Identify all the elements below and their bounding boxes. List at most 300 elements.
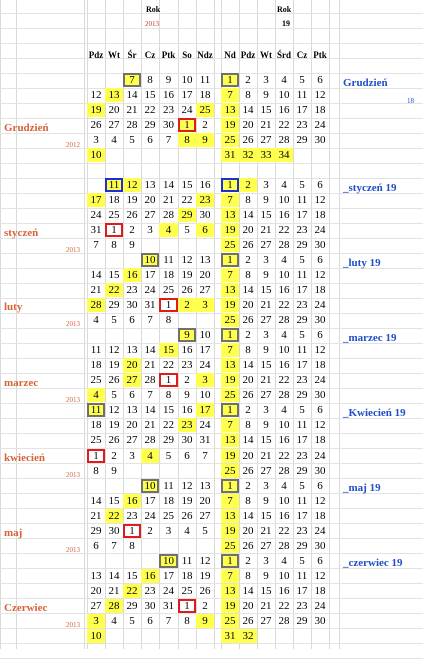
right-day-cell: 25 xyxy=(221,539,239,553)
left-day-cell: 25 xyxy=(196,103,214,117)
left-day-cell: 19 xyxy=(108,359,120,371)
left-day-cell: 26 xyxy=(181,510,193,522)
right-day-cell: 19 xyxy=(221,118,239,132)
left-day-cell: 28 xyxy=(163,209,174,221)
right-day-cell: 23 xyxy=(296,600,308,612)
left-day-cell: 6 xyxy=(184,450,190,462)
right-day-cell: 14 xyxy=(242,510,254,522)
rok-label-left: Rok xyxy=(146,5,161,14)
grid-vline xyxy=(84,0,85,649)
left-day-cell: 17 xyxy=(163,570,174,582)
right-day-cell: 3 xyxy=(263,74,269,86)
right-day-cell: 22 xyxy=(278,374,290,386)
left-day-cell: 24 xyxy=(199,419,211,431)
right-day-cell: 20 xyxy=(242,450,254,462)
left-day-cell: 4 xyxy=(87,388,105,402)
right-day-cell: 10 xyxy=(278,419,290,431)
right-day-cell: 9 xyxy=(263,269,269,281)
right-day-cell: 8 xyxy=(245,570,251,582)
left-day-cell: 1 xyxy=(123,524,141,538)
left-day-cell: 21 xyxy=(126,104,138,116)
right-day-cell: 26 xyxy=(242,465,254,477)
right-day-cell: 2 xyxy=(245,480,251,492)
left-day-cell: 13 xyxy=(105,88,123,102)
left-day-cell: 11 xyxy=(90,344,102,356)
right-day-cell: 11 xyxy=(296,89,308,101)
left-day-cell: 9 xyxy=(184,389,190,401)
right-day-cell: 24 xyxy=(314,224,326,236)
right-day-cell: 14 xyxy=(242,434,254,446)
grid-hline xyxy=(0,463,423,464)
left-day-cell: 23 xyxy=(181,359,193,371)
right-day-cell: 6 xyxy=(317,329,323,341)
left-day-cell: 29 xyxy=(144,119,156,131)
left-day-cell: 11 xyxy=(163,480,174,492)
left-day-cell: 22 xyxy=(181,194,193,206)
left-day-cell: 8 xyxy=(165,314,172,326)
grid-hline xyxy=(0,43,423,44)
left-day-cell: 1 xyxy=(87,449,105,463)
left-day-cell: 11 xyxy=(181,555,193,567)
left-day-cell: 13 xyxy=(126,404,138,416)
right-day-cell: 6 xyxy=(317,480,323,492)
left-day-cell: 12 xyxy=(108,404,120,416)
left-day-cell: 18 xyxy=(163,495,174,507)
right-day-cell: 2 xyxy=(245,404,251,416)
left-day-cell: 9 xyxy=(111,465,117,477)
right-day-cell: 12 xyxy=(314,269,326,281)
left-day-cell: 28 xyxy=(144,434,156,446)
left-day-cell: 7 xyxy=(123,73,141,87)
left-day-cell: 8 xyxy=(129,540,135,552)
right-day-cell: 2 xyxy=(245,254,251,266)
left-day-cell: 22 xyxy=(163,419,174,431)
left-day-cell: 14 xyxy=(144,344,156,356)
left-day-cell: 24 xyxy=(144,284,156,296)
right-day-cell: 29 xyxy=(296,540,308,552)
left-day-cell: 17 xyxy=(144,269,156,281)
left-day-cell: 23 xyxy=(126,510,138,522)
right-day-cell: 26 xyxy=(242,540,254,552)
left-day-cell: 2 xyxy=(202,600,208,612)
grid-hline xyxy=(0,13,423,14)
left-day-cell: 9 xyxy=(196,614,214,628)
weekday-left: Cz xyxy=(144,50,156,60)
left-day-cell: 12 xyxy=(90,89,102,101)
right-day-cell: 18 xyxy=(314,284,326,296)
left-day-cell: 8 xyxy=(165,389,172,401)
left-day-cell: 6 xyxy=(196,223,214,237)
right-day-cell: 7 xyxy=(221,418,239,432)
right-day-cell: 10 xyxy=(278,344,290,356)
month-label-right: _maj 19 xyxy=(343,482,381,494)
right-day-cell: 30 xyxy=(314,540,326,552)
month-label-left: kwiecień xyxy=(4,452,45,464)
left-day-cell: 12 xyxy=(108,344,120,356)
right-day-cell: 14 xyxy=(242,209,254,221)
grid-hline xyxy=(0,28,423,29)
month-number-right: 18 xyxy=(407,97,414,105)
left-day-cell: 19 xyxy=(108,419,120,431)
weekday-left: Ndz xyxy=(197,50,213,60)
month-label-left: marzec xyxy=(4,377,39,389)
right-day-cell: 4 xyxy=(281,404,287,416)
right-day-cell: 17 xyxy=(296,284,308,296)
left-day-cell: 18 xyxy=(108,194,120,206)
weekday-left: So xyxy=(182,50,192,60)
weekday-right: Pdz xyxy=(240,50,256,60)
left-day-cell: 22 xyxy=(144,104,156,116)
right-day-cell: 5 xyxy=(299,555,305,567)
right-day-cell: 10 xyxy=(278,194,290,206)
right-day-cell: 29 xyxy=(296,314,308,326)
right-day-cell: 20 xyxy=(242,224,254,236)
right-day-cell: 8 xyxy=(245,344,251,356)
left-day-cell: 16 xyxy=(163,89,174,101)
right-day-cell: 12 xyxy=(314,570,326,582)
left-day-cell: 14 xyxy=(90,495,102,507)
left-day-cell: 21 xyxy=(90,284,102,296)
left-day-cell: 2 xyxy=(178,298,196,312)
left-day-cell: 14 xyxy=(126,89,138,101)
left-day-cell: 6 xyxy=(93,540,99,552)
left-day-cell: 16 xyxy=(181,404,193,416)
right-day-cell: 15 xyxy=(260,209,272,221)
right-day-cell: 24 xyxy=(314,119,326,131)
left-day-cell: 31 xyxy=(90,224,102,236)
weekday-left: Wt xyxy=(108,50,120,60)
left-day-cell: 15 xyxy=(108,269,120,281)
right-day-cell: 13 xyxy=(221,584,239,598)
left-day-cell: 16 xyxy=(141,569,159,583)
right-day-cell: 1 xyxy=(221,403,239,417)
left-day-cell: 13 xyxy=(199,254,211,266)
left-day-cell: 1 xyxy=(159,373,178,387)
left-day-cell: 30 xyxy=(108,525,120,537)
left-day-cell: 7 xyxy=(147,389,153,401)
grid-vline xyxy=(0,0,1,649)
right-day-cell: 13 xyxy=(221,208,239,222)
left-day-cell: 14 xyxy=(90,269,102,281)
grid-vline xyxy=(329,0,330,649)
month-label-left: Grudzień xyxy=(4,122,49,134)
right-day-cell: 25 xyxy=(221,238,239,252)
right-day-cell: 7 xyxy=(221,569,239,583)
right-day-cell: 23 xyxy=(296,299,308,311)
left-day-cell: 13 xyxy=(199,480,211,492)
left-day-cell: 12 xyxy=(181,254,193,266)
right-day-cell: 19 xyxy=(221,223,239,237)
right-day-cell: 15 xyxy=(260,104,272,116)
right-day-cell: 16 xyxy=(278,284,290,296)
weekday-right: Cz xyxy=(296,50,308,60)
right-day-cell: 6 xyxy=(317,254,323,266)
left-day-cell: 26 xyxy=(199,585,211,597)
grid-hline xyxy=(0,628,423,629)
right-day-cell: 5 xyxy=(299,329,305,341)
left-day-cell: 10 xyxy=(87,629,105,643)
right-day-cell: 26 xyxy=(242,314,254,326)
left-day-cell: 29 xyxy=(126,600,138,612)
left-day-cell: 28 xyxy=(126,119,138,131)
left-day-cell: 22 xyxy=(105,283,123,297)
left-day-cell: 18 xyxy=(199,89,211,101)
month-year-left: 2013 xyxy=(66,471,80,479)
right-day-cell: 5 xyxy=(299,480,305,492)
left-day-cell: 3 xyxy=(196,373,214,387)
left-day-cell: 23 xyxy=(126,284,138,296)
left-day-cell: 16 xyxy=(181,344,193,356)
right-day-cell: 14 xyxy=(242,359,254,371)
grid-vline xyxy=(339,0,340,649)
left-day-cell: 26 xyxy=(90,119,102,131)
right-day-cell: 2 xyxy=(245,555,251,567)
left-day-cell: 26 xyxy=(108,374,120,386)
right-day-cell: 26 xyxy=(242,389,254,401)
left-day-cell: 5 xyxy=(111,314,117,326)
right-day-cell: 30 xyxy=(314,134,326,146)
right-day-cell: 24 xyxy=(314,600,326,612)
left-day-cell: 16 xyxy=(123,268,141,282)
right-day-cell: 23 xyxy=(296,450,308,462)
left-day-cell: 3 xyxy=(129,450,135,462)
right-day-cell: 11 xyxy=(296,344,308,356)
right-day-cell: 17 xyxy=(296,434,308,446)
grid-hline xyxy=(0,643,423,644)
right-day-cell: 27 xyxy=(260,239,272,251)
left-day-cell: 15 xyxy=(108,495,120,507)
right-day-cell: 18 xyxy=(314,359,326,371)
left-day-cell: 9 xyxy=(196,133,214,147)
right-day-cell: 7 xyxy=(221,494,239,508)
right-day-cell: 3 xyxy=(263,179,269,191)
left-day-cell: 27 xyxy=(90,600,102,612)
right-day-cell: 19 xyxy=(221,298,239,312)
left-day-cell: 27 xyxy=(126,434,138,446)
right-day-cell: 26 xyxy=(242,134,254,146)
right-day-cell: 27 xyxy=(260,389,272,401)
right-day-cell: 10 xyxy=(278,269,290,281)
right-day-cell: 27 xyxy=(260,540,272,552)
left-day-cell: 25 xyxy=(90,374,102,386)
right-day-cell: 14 xyxy=(242,284,254,296)
left-day-cell: 2 xyxy=(184,374,190,386)
right-day-cell: 28 xyxy=(278,615,290,627)
right-day-cell: 22 xyxy=(278,299,290,311)
right-day-cell: 13 xyxy=(221,433,239,447)
right-day-cell: 1 xyxy=(221,554,239,568)
right-day-cell: 15 xyxy=(260,359,272,371)
right-day-cell: 25 xyxy=(221,614,239,628)
month-label-left: maj xyxy=(4,527,23,539)
left-day-cell: 19 xyxy=(181,269,193,281)
right-day-cell: 21 xyxy=(260,299,272,311)
year-right: 19 xyxy=(282,19,290,28)
weekday-right: Nd xyxy=(224,50,236,60)
right-day-cell: 5 xyxy=(299,74,305,86)
right-day-cell: 12 xyxy=(314,89,326,101)
month-year-left: 2013 xyxy=(66,246,80,254)
left-day-cell: 8 xyxy=(184,615,190,627)
right-day-cell: 19 xyxy=(221,599,239,613)
right-day-cell: 9 xyxy=(263,194,269,206)
left-day-cell: 10 xyxy=(199,329,211,341)
left-day-cell: 13 xyxy=(90,570,102,582)
right-day-cell: 11 xyxy=(296,419,308,431)
left-day-cell: 29 xyxy=(90,525,102,537)
left-day-cell: 4 xyxy=(93,314,99,326)
right-day-cell: 4 xyxy=(281,74,287,86)
right-day-cell: 16 xyxy=(278,585,290,597)
right-day-cell: 30 xyxy=(314,389,326,401)
left-day-cell: 3 xyxy=(147,224,153,236)
weekday-right: Ptk xyxy=(313,50,327,60)
right-day-cell: 4 xyxy=(281,254,287,266)
right-day-cell: 30 xyxy=(314,314,326,326)
left-day-cell: 19 xyxy=(126,194,138,206)
month-year-left: 2013 xyxy=(66,621,80,629)
right-day-cell: 25 xyxy=(221,464,239,478)
right-day-cell: 33 xyxy=(257,148,275,162)
right-day-cell: 20 xyxy=(242,525,254,537)
right-day-cell: 11 xyxy=(296,570,308,582)
left-day-cell: 18 xyxy=(90,359,102,371)
right-day-cell: 15 xyxy=(260,510,272,522)
right-day-cell: 7 xyxy=(221,268,239,282)
right-day-cell: 3 xyxy=(263,555,269,567)
left-day-cell: 2 xyxy=(111,450,117,462)
right-day-cell: 28 xyxy=(278,540,290,552)
left-day-cell: 27 xyxy=(108,119,120,131)
right-day-cell: 2 xyxy=(245,329,251,341)
left-day-cell: 23 xyxy=(178,418,196,432)
right-day-cell: 8 xyxy=(245,269,251,281)
left-day-cell: 25 xyxy=(163,284,174,296)
left-day-cell: 30 xyxy=(199,209,211,221)
right-day-cell: 4 xyxy=(281,179,287,191)
left-day-cell: 7 xyxy=(165,615,172,627)
left-day-cell: 3 xyxy=(87,614,105,628)
right-day-cell: 25 xyxy=(221,313,239,327)
left-day-cell: 17 xyxy=(144,495,156,507)
right-day-cell: 8 xyxy=(245,194,251,206)
right-day-cell: 10 xyxy=(278,495,290,507)
left-day-cell: 10 xyxy=(159,554,178,568)
right-day-cell: 15 xyxy=(260,284,272,296)
left-day-cell: 20 xyxy=(144,194,156,206)
left-day-cell: 1 xyxy=(178,118,196,132)
right-day-cell: 23 xyxy=(296,119,308,131)
right-day-cell: 8 xyxy=(245,419,251,431)
right-day-cell: 24 xyxy=(314,299,326,311)
left-day-cell: 18 xyxy=(163,269,174,281)
right-day-cell: 23 xyxy=(296,374,308,386)
right-day-cell: 11 xyxy=(296,495,308,507)
right-day-cell: 3 xyxy=(263,329,269,341)
right-day-cell: 7 xyxy=(221,343,239,357)
left-day-cell: 9 xyxy=(129,239,135,251)
left-day-cell: 29 xyxy=(108,299,120,311)
left-day-cell: 11 xyxy=(105,178,123,192)
right-day-cell: 22 xyxy=(278,450,290,462)
left-day-cell: 28 xyxy=(144,374,156,386)
right-day-cell: 24 xyxy=(314,450,326,462)
right-day-cell: 28 xyxy=(278,134,290,146)
left-day-cell: 10 xyxy=(181,74,193,86)
right-day-cell: 23 xyxy=(296,224,308,236)
left-day-cell: 10 xyxy=(199,389,211,401)
left-day-cell: 27 xyxy=(144,209,156,221)
right-day-cell: 6 xyxy=(317,74,323,86)
left-day-cell: 24 xyxy=(163,585,174,597)
right-day-cell: 18 xyxy=(314,209,326,221)
month-label-left: Czerwiec xyxy=(4,602,48,614)
right-day-cell: 12 xyxy=(314,344,326,356)
right-day-cell: 28 xyxy=(278,314,290,326)
right-day-cell: 15 xyxy=(260,585,272,597)
left-day-cell: 31 xyxy=(144,299,156,311)
left-day-cell: 8 xyxy=(178,133,196,147)
right-day-cell: 18 xyxy=(314,585,326,597)
left-day-cell: 22 xyxy=(123,584,141,598)
left-day-cell: 20 xyxy=(108,104,120,116)
left-day-cell: 20 xyxy=(90,585,102,597)
left-day-cell: 5 xyxy=(129,615,135,627)
left-day-cell: 19 xyxy=(181,495,193,507)
left-day-cell: 4 xyxy=(111,615,117,627)
right-day-cell: 11 xyxy=(296,269,308,281)
left-day-cell: 28 xyxy=(105,599,123,613)
rok-label-right: Rok xyxy=(277,5,292,14)
right-day-cell: 7 xyxy=(221,88,239,102)
right-day-cell: 24 xyxy=(314,525,326,537)
left-day-cell: 21 xyxy=(163,194,174,206)
right-day-cell: 21 xyxy=(260,600,272,612)
right-day-cell: 6 xyxy=(317,404,323,416)
left-day-cell: 9 xyxy=(178,328,196,342)
left-day-cell: 15 xyxy=(159,343,178,357)
month-label-left: styczeń xyxy=(4,227,39,239)
left-day-cell: 25 xyxy=(181,585,193,597)
left-day-cell: 17 xyxy=(87,193,105,207)
right-day-cell: 17 xyxy=(296,585,308,597)
month-label-right: _marzec 19 xyxy=(343,332,397,344)
right-day-cell: 30 xyxy=(314,239,326,251)
right-day-cell: 27 xyxy=(260,134,272,146)
left-day-cell: 20 xyxy=(126,419,138,431)
grid-hline xyxy=(0,538,423,539)
left-day-cell: 19 xyxy=(87,103,105,117)
right-day-cell: 30 xyxy=(314,465,326,477)
left-day-cell: 11 xyxy=(87,403,105,417)
left-day-cell: 7 xyxy=(93,239,99,251)
grid-vline xyxy=(16,0,17,649)
left-day-cell: 30 xyxy=(126,299,138,311)
right-day-cell: 5 xyxy=(299,179,305,191)
left-day-cell: 30 xyxy=(144,600,156,612)
right-day-cell: 29 xyxy=(296,465,308,477)
left-day-cell: 12 xyxy=(123,178,141,192)
right-day-cell: 21 xyxy=(260,450,272,462)
right-day-cell: 20 xyxy=(242,299,254,311)
right-day-cell: 29 xyxy=(296,239,308,251)
right-day-cell: 10 xyxy=(278,570,290,582)
weekday-right: Wt xyxy=(260,50,272,60)
right-day-cell: 22 xyxy=(278,600,290,612)
right-day-cell: 27 xyxy=(260,465,272,477)
left-day-cell: 14 xyxy=(108,570,120,582)
month-label-right: _czerwiec 19 xyxy=(343,557,403,569)
